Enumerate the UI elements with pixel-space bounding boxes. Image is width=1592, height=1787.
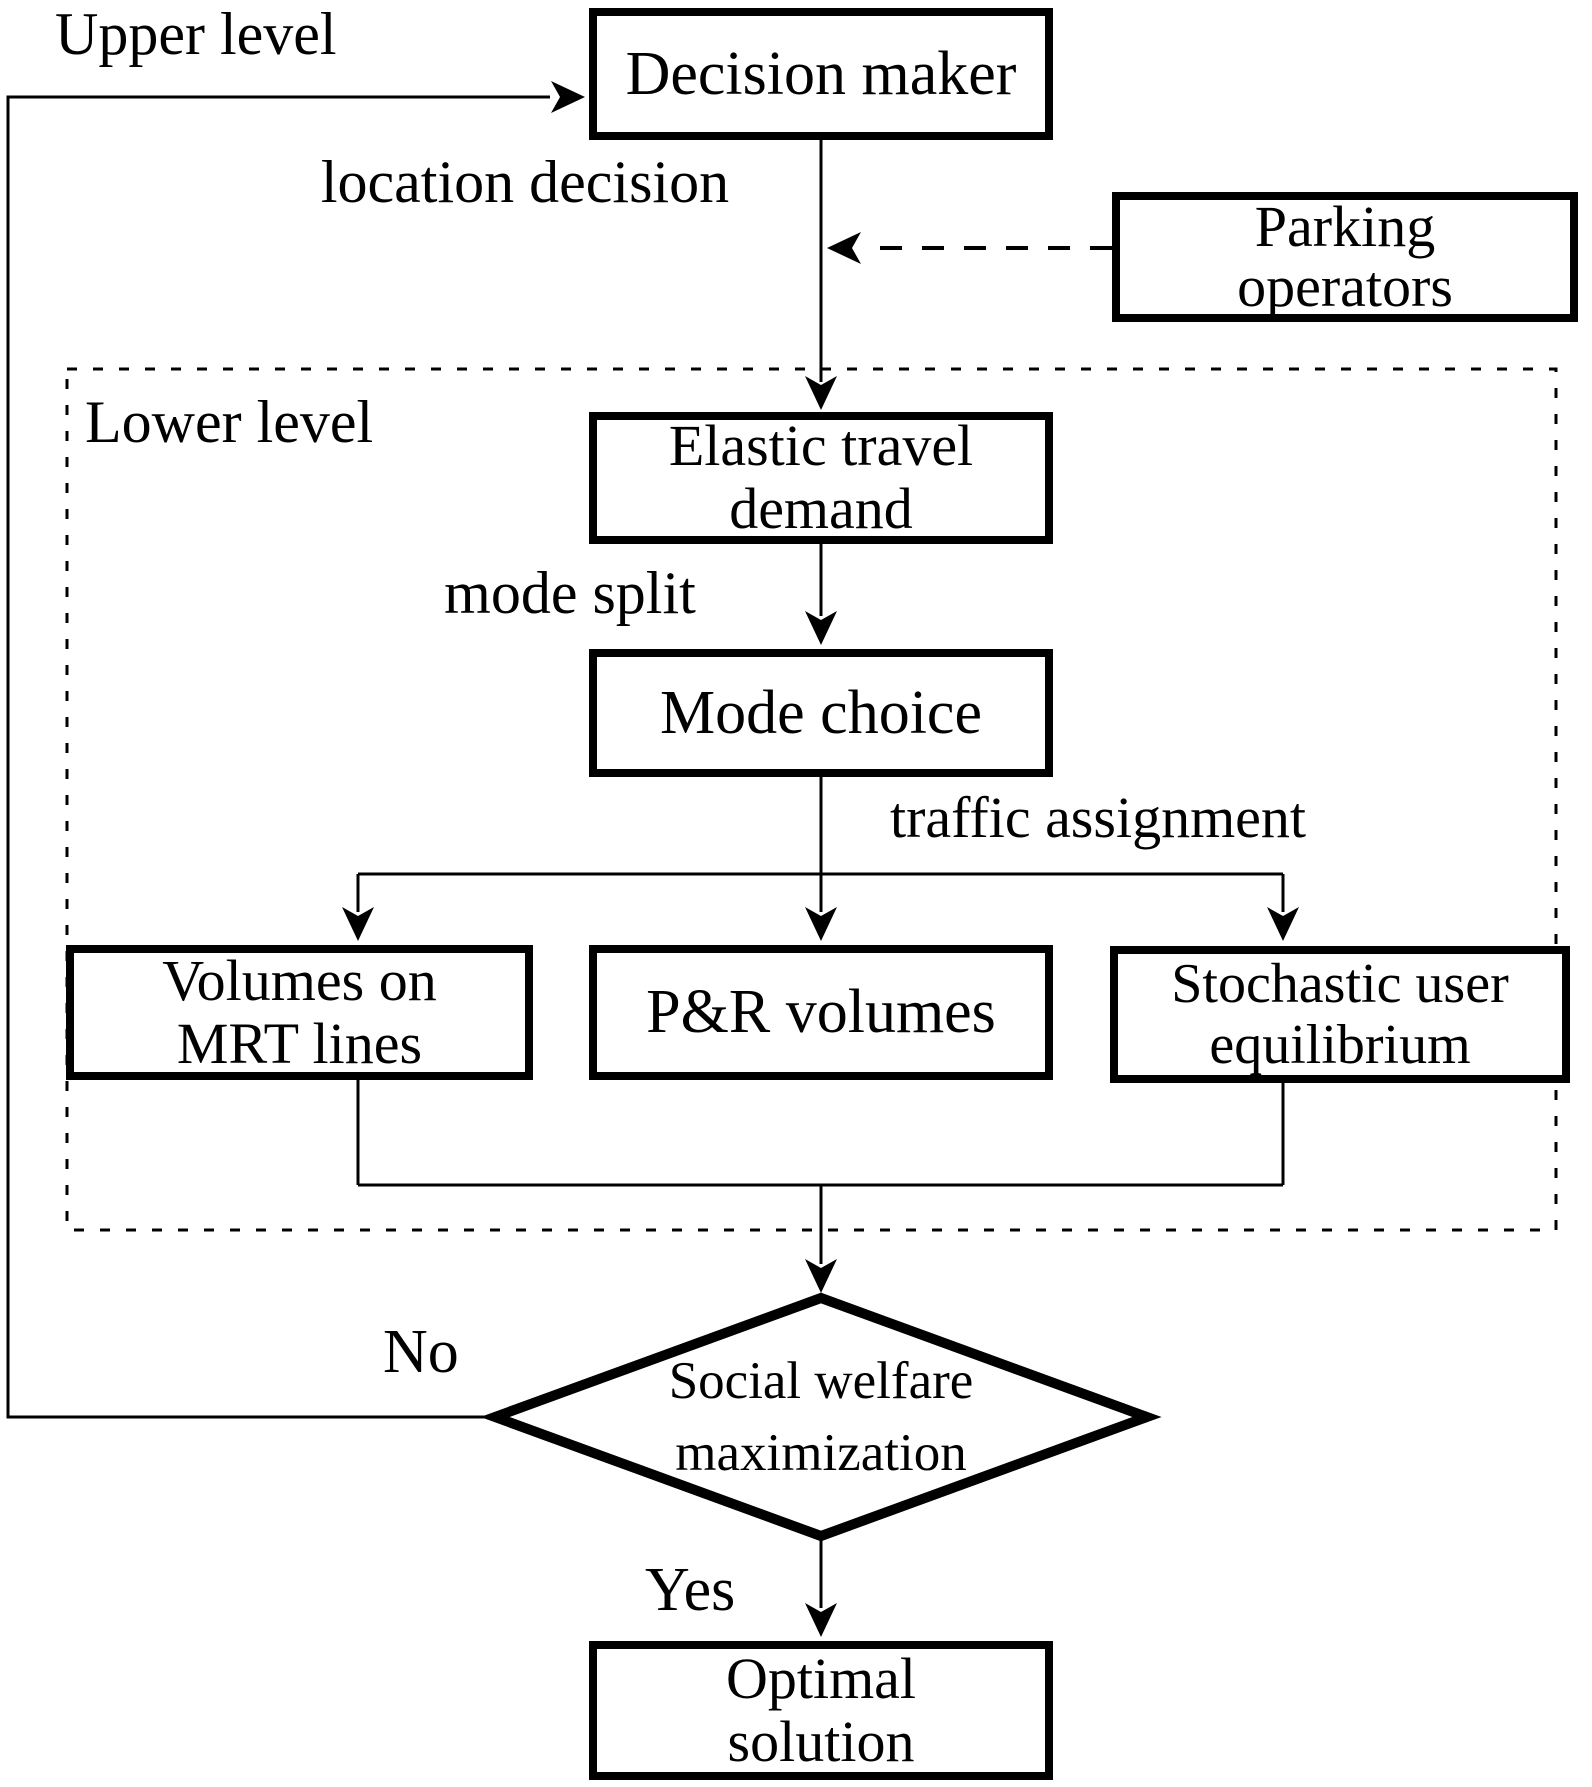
volumes-on-mrt-lines-label-line2: MRT lines: [176, 1010, 423, 1076]
social-welfare-maximization-label: [495, 1345, 1147, 1489]
no-label: No: [383, 1318, 459, 1386]
volumes-on-mrt-lines-label-line1: Volumes on: [162, 947, 437, 1013]
arrowhead-into-pr-volumes: [805, 907, 837, 941]
node-volumes-on-mrt-lines: [66, 945, 533, 1080]
parking-operators-label-line1: Parking: [1254, 193, 1436, 259]
stochastic-user-equilibrium-label-line1: Stochastic user: [1171, 953, 1509, 1016]
arrowhead-into-volumes: [342, 907, 374, 941]
social-welfare-maximization-label-line2: maximization: [675, 1424, 967, 1483]
node-optimal-solution: [589, 1641, 1053, 1780]
arrowhead-into-stochastic: [1267, 907, 1299, 941]
node-decision-maker: [589, 8, 1053, 140]
mode-split-label: mode split: [444, 560, 696, 626]
node-parking-operators: [1112, 192, 1578, 322]
optimal-solution-label-line1: Optimal: [725, 1645, 917, 1711]
decision-maker-label: Decision maker: [625, 39, 1017, 108]
no-feedback-line: [8, 97, 550, 1417]
mode-choice-label: Mode choice: [660, 678, 982, 747]
yes-label: Yes: [645, 1556, 736, 1624]
optimal-solution-label-line2: solution: [727, 1708, 915, 1774]
stochastic-user-equilibrium-label-line2: equilibrium: [1209, 1013, 1471, 1076]
arrowhead-into-decision-maker: [551, 81, 585, 113]
node-stochastic-user-equilibrium: [1110, 946, 1570, 1083]
lower-level-label: Lower level: [85, 389, 374, 455]
node-pr-volumes: [589, 945, 1053, 1080]
node-elastic-travel-demand: [589, 412, 1053, 544]
pr-volumes-label: P&R volumes: [646, 978, 996, 1047]
social-welfare-maximization-label-line1: Social welfare: [668, 1352, 974, 1410]
upper-level-label: Upper level: [55, 1, 337, 67]
arrowhead-into-diamond: [805, 1259, 837, 1293]
elastic-travel-demand-label-line2: demand: [729, 476, 913, 541]
parking-operators-label-line2: operators: [1237, 254, 1453, 319]
traffic-assignment-label: traffic assignment: [889, 785, 1307, 850]
location-decision-label: location decision: [320, 149, 730, 215]
node-mode-choice: [589, 649, 1053, 777]
arrowhead-from-parking: [827, 232, 861, 264]
elastic-travel-demand-label-line1: Elastic travel: [668, 413, 974, 479]
arrowhead-into-optimal: [805, 1603, 837, 1637]
arrowhead-into-mode-choice: [805, 611, 837, 645]
merge-to-diamond-lines: [358, 1080, 1283, 1264]
